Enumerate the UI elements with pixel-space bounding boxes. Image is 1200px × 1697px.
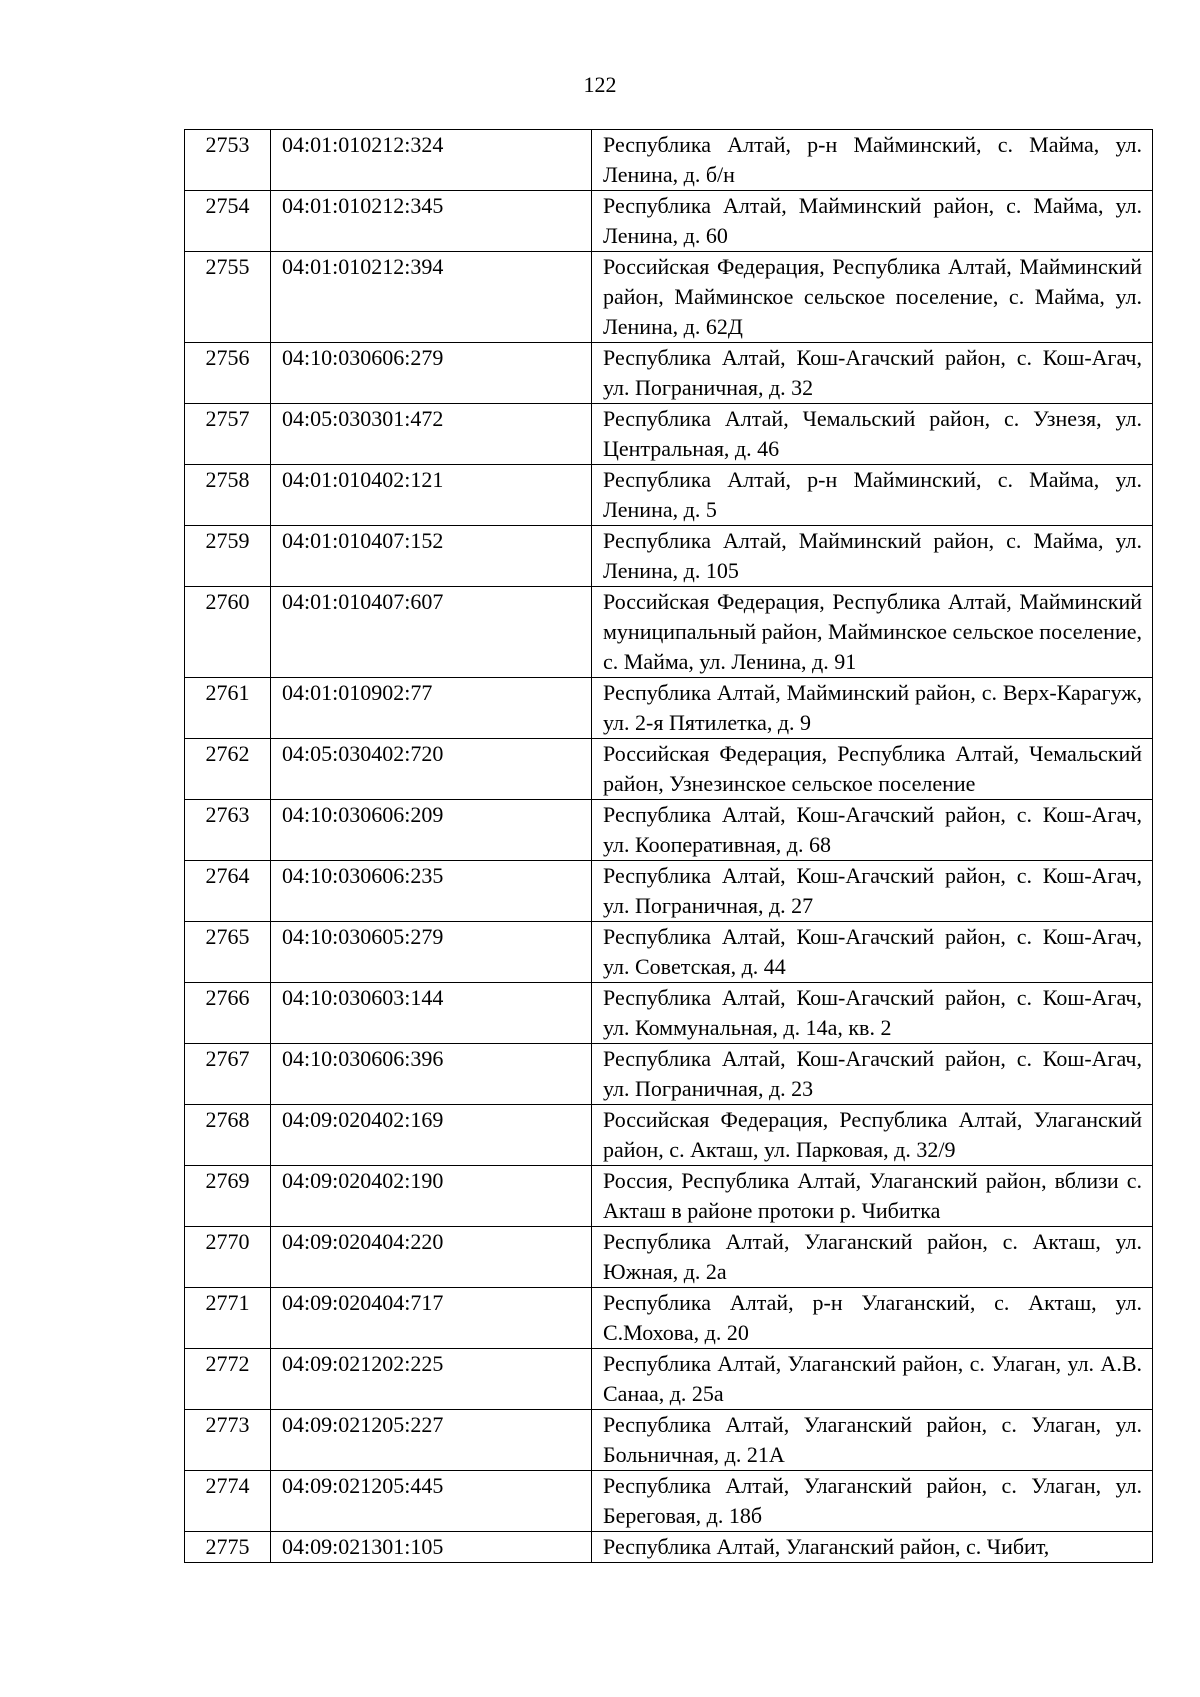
address-cell: Республика Алтай, Кош-Агачский район, с. Кош-Агач, ул. Кооперативная, д. 68	[592, 800, 1153, 861]
cadastral-number-cell: 04:10:030606:209	[271, 800, 592, 861]
property-registry-table	[184, 129, 1153, 1563]
address-cell: Россия, Республика Алтай, Улаганский район, вблизи с. Акташ в районе протоки р. Чибитка	[592, 1166, 1153, 1227]
address-cell: Республика Алтай, Майминский район, с. Майма, ул. Ленина, д. 60	[592, 191, 1153, 252]
row-number-cell: 2761	[185, 678, 271, 739]
address-cell: Республика Алтай, Улаганский район, с. Акташ, ул. Южная, д. 2а	[592, 1227, 1153, 1288]
address-cell: Республика Алтай, р-н Улаганский, с. Акташ, ул. С.Мохова, д. 20	[592, 1288, 1153, 1349]
table-row	[185, 861, 1153, 922]
table-row	[185, 1166, 1153, 1227]
row-number-cell: 2772	[185, 1349, 271, 1410]
cadastral-number-cell: 04:10:030605:279	[271, 922, 592, 983]
address-cell: Республика Алтай, Кош-Агачский район, с. Кош-Агач, ул. Пограничная, д. 32	[592, 343, 1153, 404]
row-number-cell: 2770	[185, 1227, 271, 1288]
cadastral-number-cell: 04:10:030606:396	[271, 1044, 592, 1105]
table-row	[185, 1227, 1153, 1288]
table-row	[185, 1532, 1153, 1563]
table-row	[185, 465, 1153, 526]
row-number-cell: 2768	[185, 1105, 271, 1166]
cadastral-number-cell: 04:09:020402:190	[271, 1166, 592, 1227]
address-cell: Республика Алтай, Майминский район, с. Верх-Карагуж, ул. 2-я Пятилетка, д. 9	[592, 678, 1153, 739]
address-cell: Республика Алтай, Кош-Агачский район, с. Кош-Агач, ул. Советская, д. 44	[592, 922, 1153, 983]
table-row	[185, 739, 1153, 800]
address-cell: Российская Федерация, Республика Алтай, Улаганский район, с. Акташ, ул. Парковая, д. 32/9	[592, 1105, 1153, 1166]
row-number-cell: 2759	[185, 526, 271, 587]
address-cell: Республика Алтай, Улаганский район, с. Улаган, ул. Больничная, д. 21А	[592, 1410, 1153, 1471]
address-cell: Российская Федерация, Республика Алтай, Чемальский район, Узнезинское сельское поселение	[592, 739, 1153, 800]
cadastral-number-cell: 04:09:021202:225	[271, 1349, 592, 1410]
row-number-cell: 2755	[185, 252, 271, 343]
row-number-cell: 2764	[185, 861, 271, 922]
row-number-cell: 2774	[185, 1471, 271, 1532]
table-row	[185, 800, 1153, 861]
table-row	[185, 252, 1153, 343]
address-cell: Республика Алтай, Чемальский район, с. Узнезя, ул. Центральная, д. 46	[592, 404, 1153, 465]
row-number-cell: 2765	[185, 922, 271, 983]
table-row	[185, 1044, 1153, 1105]
address-cell: Российская Федерация, Республика Алтай, Майминский муниципальный район, Майминское сельское поселение, с. Майма, ул. Ленина, д. 91	[592, 587, 1153, 678]
table-row	[185, 1410, 1153, 1471]
address-cell: Республика Алтай, р-н Майминский, с. Майма, ул. Ленина, д. б/н	[592, 130, 1153, 191]
address-cell: Республика Алтай, Кош-Агачский район, с. Кош-Агач, ул. Коммунальная, д. 14а, кв. 2	[592, 983, 1153, 1044]
table-row	[185, 1471, 1153, 1532]
cadastral-number-cell: 04:09:021301:105	[271, 1532, 592, 1563]
address-cell: Республика Алтай, Кош-Агачский район, с. Кош-Агач, ул. Пограничная, д. 23	[592, 1044, 1153, 1105]
row-number-cell: 2766	[185, 983, 271, 1044]
cadastral-number-cell: 04:10:030606:235	[271, 861, 592, 922]
cadastral-number-cell: 04:09:020404:220	[271, 1227, 592, 1288]
table-row	[185, 1288, 1153, 1349]
registry-table-body	[185, 130, 1153, 1563]
row-number-cell: 2757	[185, 404, 271, 465]
row-number-cell: 2775	[185, 1532, 271, 1563]
table-row	[185, 1105, 1153, 1166]
table-row	[185, 191, 1153, 252]
address-cell: Республика Алтай, Майминский район, с. Майма, ул. Ленина, д. 105	[592, 526, 1153, 587]
row-number-cell: 2763	[185, 800, 271, 861]
cadastral-number-cell: 04:10:030606:279	[271, 343, 592, 404]
row-number-cell: 2771	[185, 1288, 271, 1349]
table-row	[185, 404, 1153, 465]
row-number-cell: 2753	[185, 130, 271, 191]
cadastral-number-cell: 04:05:030402:720	[271, 739, 592, 800]
row-number-cell: 2760	[185, 587, 271, 678]
cadastral-number-cell: 04:05:030301:472	[271, 404, 592, 465]
cadastral-number-cell: 04:01:010407:607	[271, 587, 592, 678]
cadastral-number-cell: 04:09:020402:169	[271, 1105, 592, 1166]
table-row	[185, 922, 1153, 983]
row-number-cell: 2767	[185, 1044, 271, 1105]
address-cell: Республика Алтай, Улаганский район, с. Чибит,	[592, 1532, 1153, 1563]
address-cell: Республика Алтай, Улаганский район, с. Улаган, ул. А.В. Санаа, д. 25а	[592, 1349, 1153, 1410]
row-number-cell: 2756	[185, 343, 271, 404]
table-row	[185, 343, 1153, 404]
page-number: 122	[583, 72, 617, 97]
row-number-cell: 2754	[185, 191, 271, 252]
row-number-cell: 2769	[185, 1166, 271, 1227]
table-row	[185, 587, 1153, 678]
table-row	[185, 983, 1153, 1044]
row-number-cell: 2758	[185, 465, 271, 526]
cadastral-number-cell: 04:01:010212:345	[271, 191, 592, 252]
address-cell: Республика Алтай, Улаганский район, с. Улаган, ул. Береговая, д. 18б	[592, 1471, 1153, 1532]
address-cell: Российская Федерация, Республика Алтай, Майминский район, Майминское сельское поселение, с. Майма, ул. Ленина, д. 62Д	[592, 252, 1153, 343]
cadastral-number-cell: 04:01:010407:152	[271, 526, 592, 587]
cadastral-number-cell: 04:10:030603:144	[271, 983, 592, 1044]
table-row	[185, 526, 1153, 587]
cadastral-number-cell: 04:09:020404:717	[271, 1288, 592, 1349]
cadastral-number-cell: 04:01:010902:77	[271, 678, 592, 739]
cadastral-number-cell: 04:01:010212:394	[271, 252, 592, 343]
row-number-cell: 2762	[185, 739, 271, 800]
cadastral-number-cell: 04:01:010212:324	[271, 130, 592, 191]
table-row	[185, 1349, 1153, 1410]
cadastral-number-cell: 04:09:021205:227	[271, 1410, 592, 1471]
address-cell: Республика Алтай, Кош-Агачский район, с. Кош-Агач, ул. Пограничная, д. 27	[592, 861, 1153, 922]
table-row	[185, 130, 1153, 191]
cadastral-number-cell: 04:09:021205:445	[271, 1471, 592, 1532]
address-cell: Республика Алтай, р-н Майминский, с. Майма, ул. Ленина, д. 5	[592, 465, 1153, 526]
cadastral-number-cell: 04:01:010402:121	[271, 465, 592, 526]
table-row	[185, 678, 1153, 739]
row-number-cell: 2773	[185, 1410, 271, 1471]
